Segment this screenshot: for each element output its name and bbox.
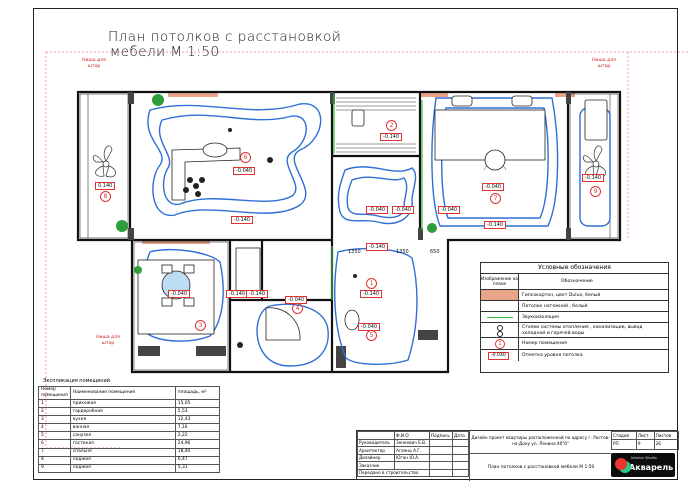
room-number: 7 — [490, 193, 501, 204]
room-number: 5 — [366, 330, 377, 341]
explication-caption: Экспликация помещений — [43, 378, 111, 384]
legend-col-symbol: Изображение на плане — [481, 274, 519, 289]
explication-table — [38, 386, 220, 473]
table-row: 6 гостиная 24,96 — [39, 440, 220, 448]
dimension-label: 1350 — [348, 249, 361, 255]
table-row: 8 лоджия 6,47 — [39, 456, 220, 464]
level-mark: -0.140 — [380, 133, 402, 141]
stair-hatching — [336, 98, 416, 152]
logo-big-text: Акварель — [629, 463, 674, 472]
logo-small-text: Interior Studio — [631, 456, 657, 460]
room-number: 2 — [386, 120, 397, 131]
level-mark: -0.140 — [231, 216, 253, 224]
legend-row-label: Отметка уровня потолка — [522, 353, 583, 358]
niche-label-right: Ниша для штор — [592, 58, 616, 69]
legend-title: Условные обозначения — [538, 264, 611, 271]
dimension-label: 650 — [430, 249, 440, 255]
level-mark: -0.040 — [358, 323, 380, 331]
header-cell: площадь, м² — [175, 387, 219, 400]
legend — [480, 262, 669, 373]
signature-row: Заказчик — [358, 462, 469, 470]
legend-row-label: Номер помещения — [522, 341, 567, 346]
table-row: 2 гардеробная 5,53 — [39, 408, 220, 416]
table-row: 5 санузел 2,22 — [39, 432, 220, 440]
room-number: 4 — [292, 303, 303, 314]
room-number: 6 — [240, 152, 251, 163]
level-mark: -0.140 — [582, 174, 604, 182]
table-row: 3 кухня 12,43 — [39, 416, 220, 424]
header-cell: Номер помещения — [39, 387, 71, 400]
drywall-swatch — [481, 290, 519, 300]
level-mark: -0.040 — [366, 206, 388, 214]
legend-row-label: Гипсокартон, цвет Dulux, белый — [522, 293, 601, 298]
explication-header — [39, 387, 220, 400]
level-mark: -0.040 — [233, 167, 255, 175]
level-mark: -0.140 — [484, 221, 506, 229]
dimension-label: 1350 — [396, 249, 409, 255]
level-mark: -0.040 — [392, 206, 414, 214]
table-row: 9 лоджия 5,31 — [39, 464, 220, 472]
table-row: 1 прихожая 15,05 — [39, 400, 220, 408]
room-number: 3 — [195, 320, 206, 331]
room-number-sample: 1 — [481, 338, 519, 349]
logo-mark-icon — [615, 458, 627, 470]
legend-row — [481, 289, 668, 300]
project-description: Дизайн проект квартиры расположенной по адресу г. Ростов-на-Дону ул. Ленина 40"6" — [469, 431, 611, 454]
level-mark-sample: -0.040 — [481, 350, 519, 361]
legend-row — [481, 300, 668, 311]
legend-row — [481, 311, 668, 322]
level-mark: -0.040 — [438, 206, 460, 214]
level-mark: -0.140 — [246, 290, 268, 298]
room-number: 9 — [590, 186, 601, 197]
level-mark: -0.040 — [285, 296, 307, 304]
room-number: 8 — [100, 191, 111, 202]
level-mark: -0.140 — [360, 290, 382, 298]
legend-row-label: Потолок натяжной , белый — [522, 304, 588, 309]
legend-header-row — [481, 273, 668, 289]
plan-title-line-1: План потолков с расстановкой — [108, 29, 342, 45]
level-mark: -0.040 — [482, 183, 504, 191]
stretch-ceiling-swatch — [481, 301, 519, 311]
signatures-table: Ф.И.О Подпись Дата Руководитель Зенкевич Е.В. Архитектор Агаянц А.Г. Дизайнер Юган Ю.А. Заказчик Передано в строительство — [357, 431, 469, 477]
signature-row: Архитектор Агаянц А.Г. — [358, 447, 469, 455]
room-number: 1 — [366, 278, 377, 289]
legend-col-desc: Обозначение — [561, 279, 593, 284]
header-cell: Наименование помещения — [70, 387, 175, 400]
room-explication — [38, 378, 220, 478]
niche-label-bottom: Ниша для штор — [96, 335, 120, 346]
legend-row-label: Звукоизоляция — [522, 315, 559, 320]
sheet-title: План потолков с расстановкой мебели М 1:50 — [469, 454, 612, 481]
level-mark: 0.140 — [95, 182, 115, 190]
legend-row-label: Стояки системы отопления , канализации, вывод холодной и горячей воды — [522, 325, 643, 336]
riser-icon — [481, 323, 519, 337]
signature-row: Руководитель Зенкевич Е.В. — [358, 439, 469, 447]
soundproofing — [332, 94, 422, 300]
soundproof-swatch — [481, 312, 519, 322]
legend-row — [481, 349, 668, 361]
signature-row: Дизайнер Юган Ю.А. — [358, 454, 469, 462]
legend-row — [481, 337, 668, 349]
level-mark: -0.140 — [366, 243, 388, 251]
sheet-info: Стадия Лист Листов РП 9 26 — [611, 431, 679, 450]
level-mark: -0.040 — [168, 290, 190, 298]
plan-title-line-2: мебели М 1:50 — [110, 44, 220, 60]
table-row: 7 спальня 18,40 — [39, 448, 220, 456]
legend-row — [481, 322, 668, 337]
level-mark: -0.140 — [226, 290, 248, 298]
niche-label-left: Ниша для штор — [82, 58, 106, 69]
studio-logo — [611, 453, 675, 477]
table-row: 4 ванная 7,16 — [39, 424, 220, 432]
signature-row: Передано в строительство — [358, 469, 469, 477]
